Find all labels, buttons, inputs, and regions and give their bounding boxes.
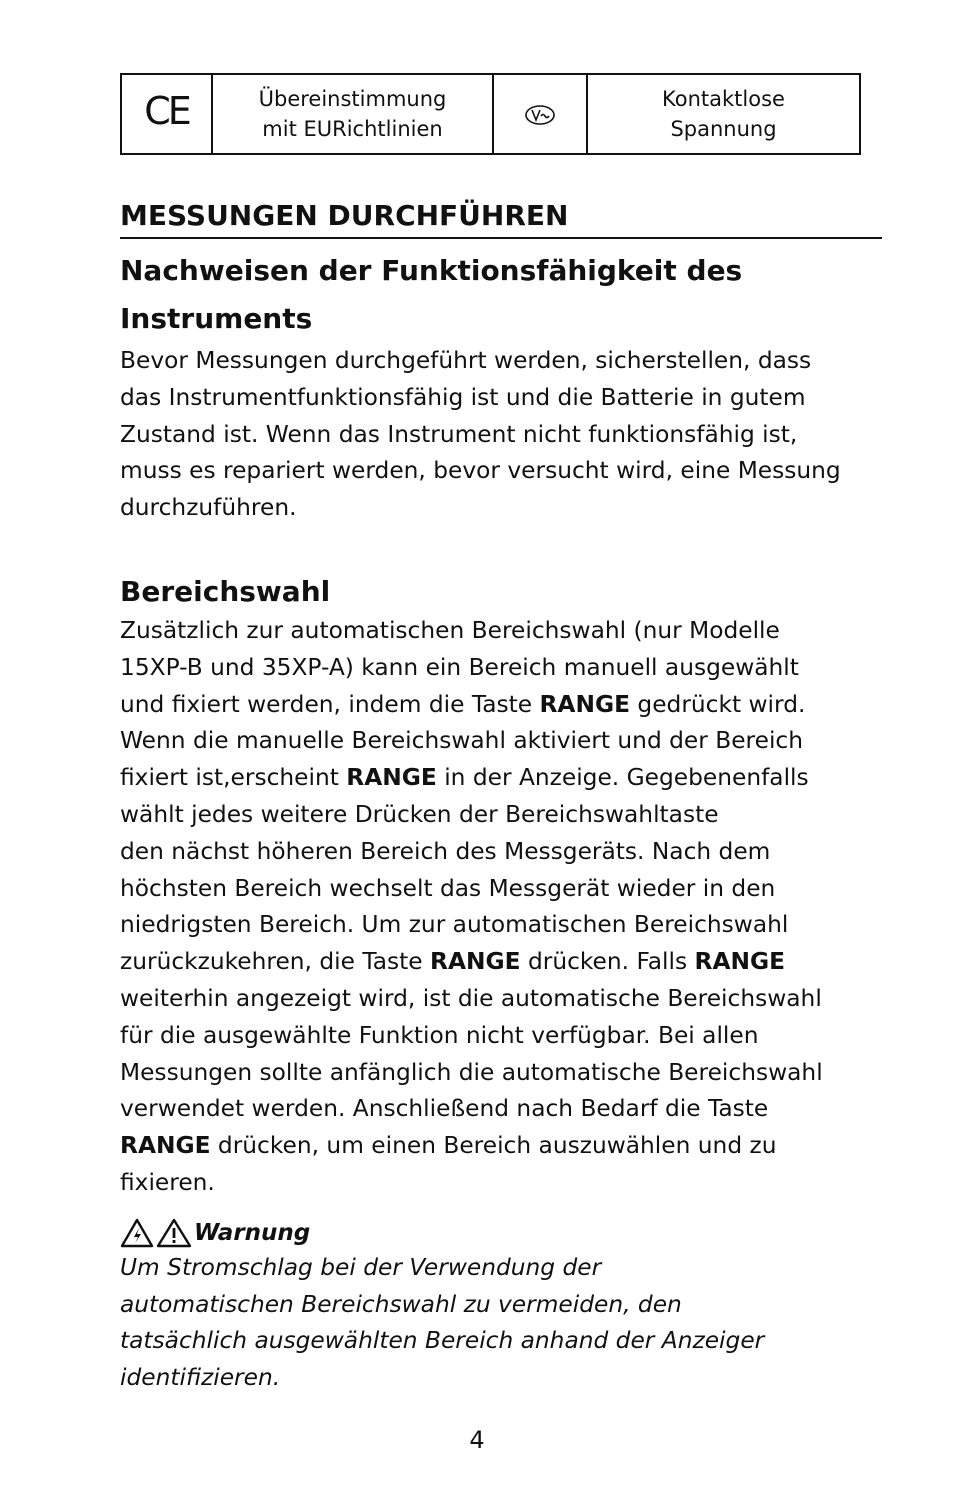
range-keyword: RANGE xyxy=(346,764,437,792)
non-contact-voltage-icon xyxy=(493,74,587,154)
warning-text: Um Stromschlag bei der Verwendung der automatischen Bereichswahl zu vermeiden, den tatsächlich ausgewählten Bereich anhand der Anzeiger identifizieren. xyxy=(120,1253,765,1392)
verify-heading: Nachweisen der Funktionsfähigkeit des Instruments xyxy=(120,254,743,335)
caution-warning-icon xyxy=(156,1218,192,1248)
range-keyword: RANGE xyxy=(694,948,786,976)
electric-shock-warning-icon xyxy=(120,1218,154,1248)
range-keyword: RANGE xyxy=(120,1132,211,1160)
ce-mark-icon: CE xyxy=(121,74,212,154)
warning-title: Warnung xyxy=(194,1219,311,1246)
ncv-description: Kontaktlose Spannung xyxy=(587,74,860,154)
manual-page xyxy=(120,73,882,1397)
warning-header xyxy=(120,1216,882,1250)
range-keyword: RANGE xyxy=(539,690,630,718)
page-number: 4 xyxy=(469,1426,485,1454)
range-heading: Bereichswahl xyxy=(120,574,331,608)
ce-description: Übereinstimmung mit EURichtlinien xyxy=(212,74,493,154)
range-paragraph: Zusätzlich zur automatischen Bereichswahl (nur Modelle 15XP-B und 35XP-A) kann ein Bereich manuell ausgewählt und fixiert werden, indem die Taste RANGE gedrückt wird. Wenn die manuelle Bereichswahl aktiviert und der Bereich fixiert ist,erscheint RANGE in der Anzeige. Gegebenenfalls wählt jedes weitere Drücken der Bereichswahltaste den nächst höheren Bereich des Messgeräts. Nach dem höchsten Bereich wechselt das Messgerät wieder in den niedrigsten Bereich. Um zur automatischen Bereichswahl zurückzukehren, die Taste RANGE drücken. Falls RANGE weiterhin angezeigt wird, ist die automatische Bereichswahl für die ausgewählte Funktion nicht verfügbar. Bei allen Messungen sollte anfänglich die automatische Bereichswahl verwendet werden. Anschließend nach Bedarf die Taste RANGE drücken, um einen Bereich auszuwählen und zu fixieren. xyxy=(120,616,823,1196)
range-keyword: RANGE xyxy=(430,948,521,976)
section-title: MESSUNGEN DURCHFÜHREN xyxy=(120,199,882,239)
verify-paragraph: Bevor Messungen durchgeführt werden, sicherstellen, dass das Instrumentfunktionsfähig ist und die Batterie in gutem Zustand ist. Wenn das Instrument nicht funktionsfähig ist, muss es repariert werden, bevor versucht wird, eine Messung durchzuführen. xyxy=(120,347,841,522)
symbols-table xyxy=(120,73,861,155)
